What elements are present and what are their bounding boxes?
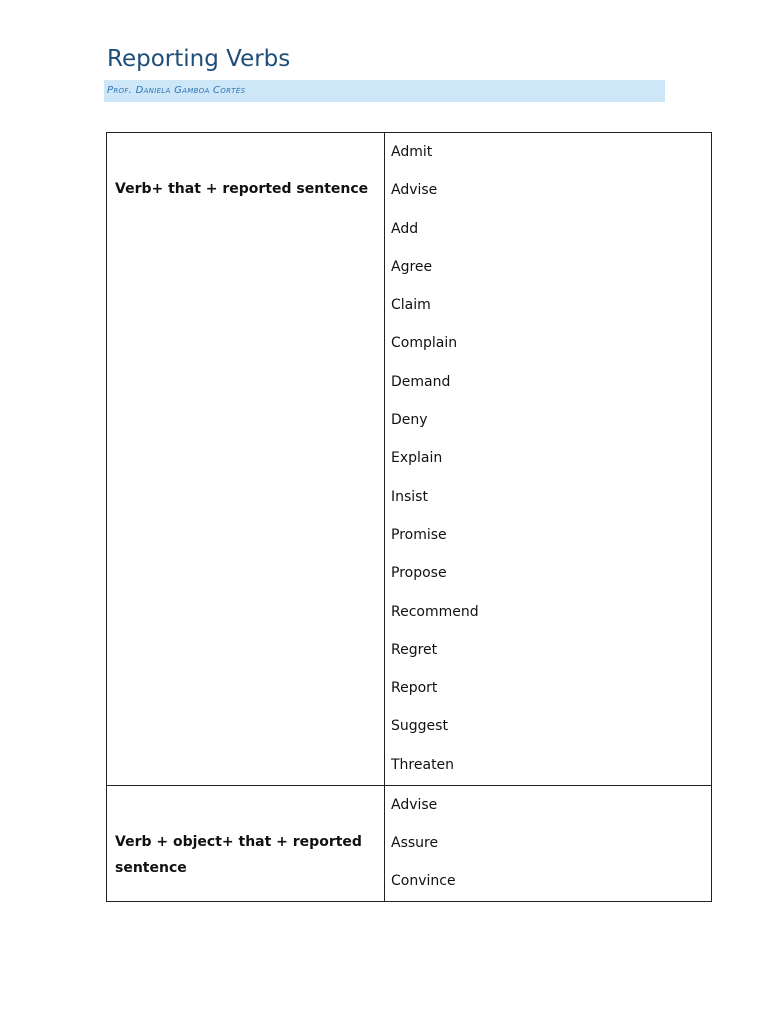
verb-item: Convince (391, 873, 456, 890)
verb-item: Insist (391, 488, 428, 505)
verb-item: Assure (391, 835, 439, 852)
verb-item: Agree (391, 258, 433, 275)
page-title: Reporting Verbs (107, 46, 291, 72)
pattern-label: Verb + object+ that + reported sentence (115, 833, 362, 876)
verb-item: Demand (391, 373, 451, 390)
author-banner (104, 80, 665, 102)
verb-item: Recommend (391, 603, 479, 620)
verb-item: Threaten (391, 756, 455, 773)
verb-item: Add (391, 220, 419, 237)
author-name: Prof. Daniela Gamboa Cortés (107, 85, 246, 96)
reporting-verbs-table (106, 132, 712, 902)
verb-item: Admit (391, 144, 433, 160)
verbs-cell (385, 133, 712, 786)
verb-item: Complain (391, 335, 458, 352)
verb-list (385, 786, 711, 902)
verb-item: Suggest (391, 718, 448, 735)
verb-list (385, 133, 711, 785)
verb-item: Propose (391, 565, 447, 582)
verb-item: Claim (391, 297, 431, 314)
pattern-cell (107, 785, 385, 902)
verb-item: Regret (391, 641, 438, 658)
table-row (107, 133, 712, 786)
pattern-cell (107, 133, 385, 786)
verb-item: Advise (391, 796, 438, 813)
pattern-label: Verb+ that + reported sentence (115, 181, 369, 197)
verb-item: Explain (391, 450, 443, 467)
verb-item: Advise (391, 182, 438, 199)
verb-item: Deny (391, 412, 428, 429)
verbs-cell (385, 785, 712, 902)
verb-item: Promise (391, 526, 447, 543)
verb-item: Report (391, 680, 438, 697)
table-row (107, 785, 712, 902)
